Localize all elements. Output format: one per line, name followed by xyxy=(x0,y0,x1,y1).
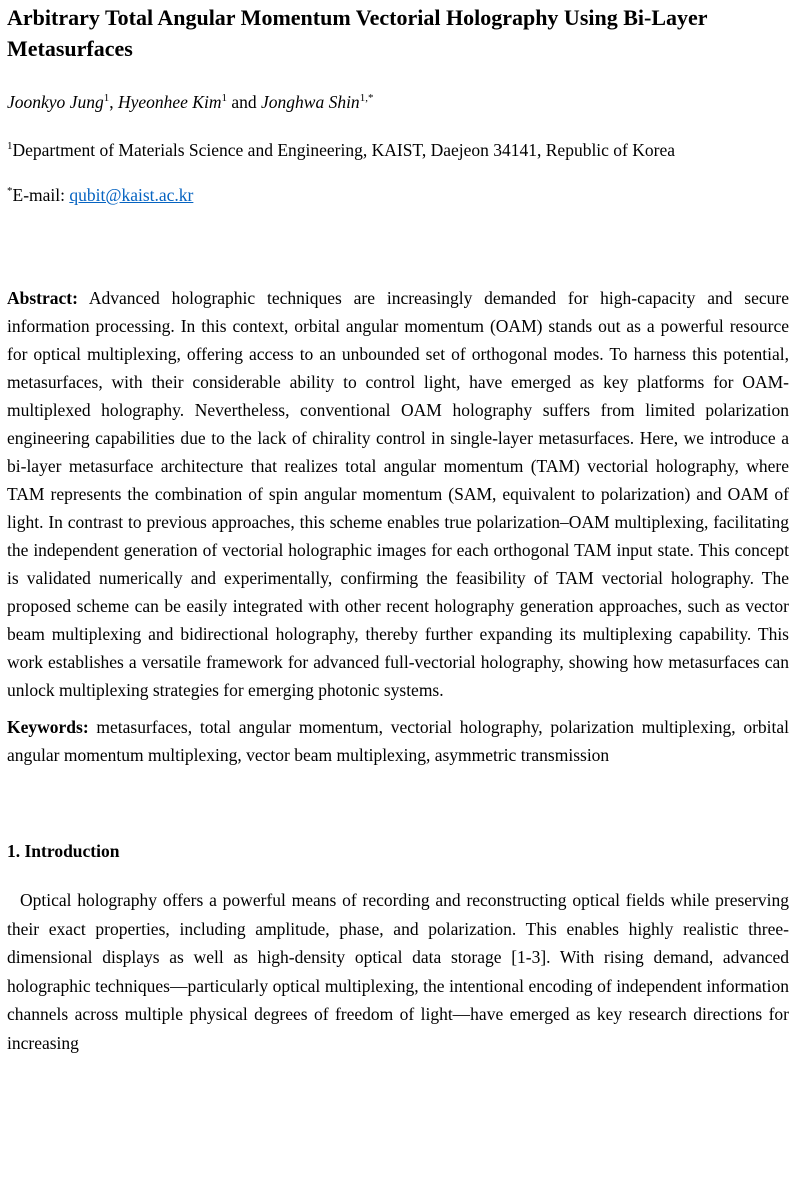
email-label: E-mail: xyxy=(12,185,70,205)
email-line xyxy=(7,185,789,206)
section-heading-introduction: 1. Introduction xyxy=(7,841,120,861)
author-3: Jonghwa Shin xyxy=(261,92,360,112)
author-line xyxy=(7,92,789,113)
author-1-superscript: 1 xyxy=(103,92,110,105)
affiliation-marker: 1 xyxy=(7,140,13,153)
email-link[interactable]: qubit@kaist.ac.kr xyxy=(69,185,194,205)
email-marker: * xyxy=(7,185,13,198)
affiliation-line xyxy=(7,140,789,161)
affiliation-text: Department of Materials Science and Engineering, KAIST, Daejeon 34141, Republic of Korea xyxy=(12,140,676,160)
author-separator-1: , xyxy=(109,92,118,112)
keywords-text: metasurfaces, total angular momentum, vectorial holography, polarization multiplexing, orbital angular momentum multiplexing, vector beam multiplexing, asymmetric transmission xyxy=(7,717,789,765)
keywords-paragraph xyxy=(7,713,789,769)
abstract-label: Abstract: xyxy=(7,288,78,308)
author-3-superscript: 1,* xyxy=(359,92,374,105)
author-2: Hyeonhee Kim xyxy=(117,92,222,112)
author-separator-2: and xyxy=(226,92,261,112)
keywords-label: Keywords: xyxy=(7,717,89,737)
abstract-paragraph xyxy=(7,284,789,704)
author-1: Joonkyo Jung xyxy=(7,92,104,112)
author-2-superscript: 1 xyxy=(221,92,227,105)
introduction-paragraph: Optical holography offers a powerful means of recording and reconstructing optical fields while preserving their exact properties, including amplitude, phase, and polarization. This enables highly realistic three-dimensional displays as well as high-density optical data storage [1-3]. With rising demand, advanced holographic techniques—particularly optical multiplexing, the intentional encoding of independent information channels across multiple physical degrees of freedom of light—have emerged as key research directions for increasing xyxy=(7,890,789,1053)
paper-title: Arbitrary Total Angular Momentum Vectorial Holography Using Bi-Layer Metasurfaces xyxy=(7,5,708,61)
abstract-text: Advanced holographic techniques are increasingly demanded for high-capacity and secure information processing. In this context, orbital angular momentum (OAM) stands out as a powerful resource for optical multiplexing, offering access to an unbounded set of orthogonal modes. To harness this potential, metasurfaces, with their considerable ability to control light, have emerged as key platforms for OAM-multiplexed holography. Nevertheless, conventional OAM holography suffers from limited polarization engineering capabilities due to the lack of chirality control in single-layer metasurfaces. Here, we introduce a bi-layer metasurface architecture that realizes total angular momentum (TAM) vectorial holography, where TAM represents the combination of spin angular momentum (SAM, equivalent to polarization) and OAM of light. In contrast to previous approaches, this scheme enables true polarization–OAM multiplexing, facilitating the independent generation of vectorial holographic images for each orthogonal TAM input state. This concept is validated numerically and experimentally, confirming the feasibility of TAM vectorial holography. The proposed scheme can be easily integrated with other recent holography generation approaches, such as vector beam multiplexing and bidirectional holography, thereby further expanding its multiplexing capability. This work establishes a versatile framework for advanced full-vectorial holography, showing how metasurfaces can unlock multiplexing strategies for emerging photonic systems. xyxy=(7,288,789,700)
